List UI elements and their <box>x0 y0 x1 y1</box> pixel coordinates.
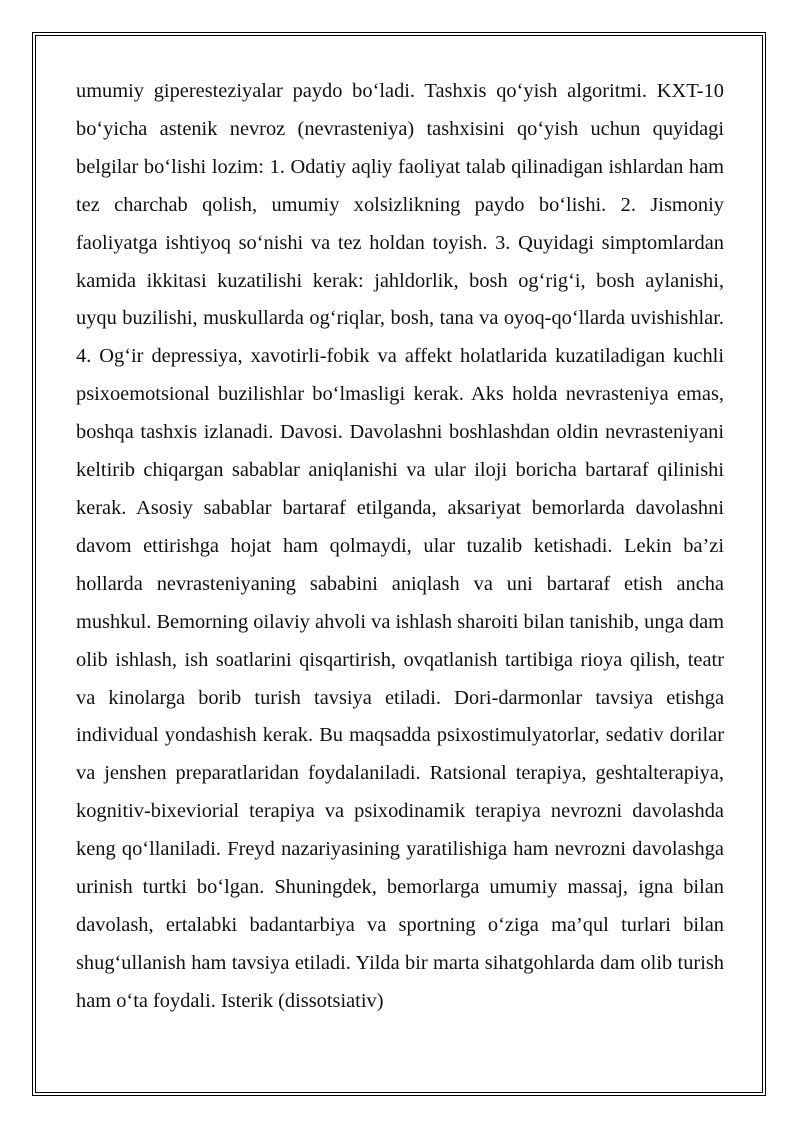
body-paragraph: umumiy giperesteziyalar paydo bo‘ladi. Tashxis qo‘yish algoritmi. KXT-10 bo‘yicha astenik nevroz (nevrasteniya) tashxisini qo‘yish uchun quyidagi belgilar bo‘lishi lozim: 1. Odatiy aqliy faoliyat talab qilinadigan ishlardan ham tez charchab qolish, umumiy xolsizlikning paydo bo‘lishi. 2. Jismoniy faoliyatga ishtiyoq so‘nishi va tez holdan toyish. 3. Quyidagi simptomlardan kamida ikkitasi kuzatilishi kerak: jahldorlik, bosh og‘rig‘i, bosh aylanishi, uyqu buzilishi, muskullarda og‘riqlar, bosh, tana va oyoq-qo‘llarda uvishishlar. 4. Og‘ir depressiya, xavotirli-fobik va affekt holatlarida kuzatiladigan kuchli psixoemotsional buzilishlar bo‘lmasligi kerak. Aks holda nevrasteniya emas, boshqa tashxis izlanadi. Davosi. Davolashni boshlashdan oldin nevrasteniyani keltirib chiqargan sabablar aniqlanishi va ular iloji boricha bartaraf qilinishi kerak. Asosiy sabablar bartaraf etilganda, aksariyat bemorlarda davolashni davom ettirishga hojat ham qolmaydi, ular tuzalib ketishadi. Lekin ba’zi hollarda nevrasteniyaning sababini aniqlash va uni bartaraf etish ancha mushkul. Bemorning oilaviy ahvoli va ishlash sharoiti bilan tanishib, unga dam olib ishlash, ish soatlarini qisqartirish, ovqatlanish tartibiga rioya qilish, teatr va kinolarga borib turish tavsiya etiladi. Dori-darmonlar tavsiya etishga individual yondashish kerak. Bu maqsadda psixostimulyatorlar, sedativ dorilar va jenshen preparatlaridan foydalaniladi. Ratsional terapiya, geshtalterapiya, kognitiv-bixeviorial terapiya va psixodinamik terapiya nevrozni davolashda keng qo‘llaniladi. Freyd nazariyasining yaratilishiga ham nevrozni davolashga urinish turtki bo‘lgan. Shuningdek, bemorlarga umumiy massaj, igna bilan davolash, ertalabki badantarbiya va sportning o‘ziga ma’qul turlari bilan shug‘ullanish ham tavsiya etiladi. Yilda bir marta sihatgohlarda dam olib turish ham o‘ta foydali. Isterik (dissotsiativ) <box>76 80 724 1012</box>
